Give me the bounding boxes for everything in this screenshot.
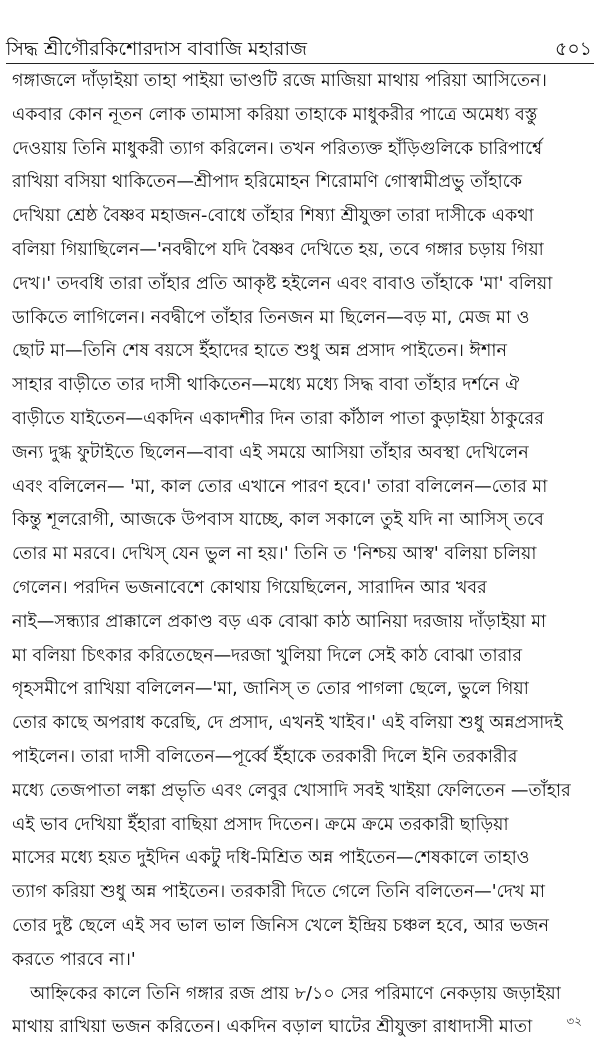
text-line: সাহার বাড়ীতে তার দাসী থাকিতেন—মধ্যে মধ্যে সিদ্ধ বাবা তাঁহার দর্শনে ঐ xyxy=(12,375,520,396)
text-line: গঙ্গাজলে দাঁড়াইয়া তাহা পাইয়া ভাণ্ডটি রজে মাজিয়া মাথায় পরিয়া আসিতেন। xyxy=(12,71,547,91)
text-line: করতে পারবে না।' xyxy=(12,949,136,970)
text-line: নাই—সন্ধ্যার প্রাক্কালে প্রকাণ্ড বড় এক বোঝা কাঠ আনিয়া দরজায় দাঁড়াইয়া মা xyxy=(12,611,547,632)
text-line: মধ্যে তেজপাতা লঙ্কা প্রভৃতি এবং লেবুর খোসাদি সবই খাইয়া ফেলিতেন —তাঁহার xyxy=(12,780,571,801)
text-line: মাসের মধ্যে হয়ত দুইদিন একটু দধি-মিশ্রিত অন্ন পাইতেন—শেষকালে তাহাও xyxy=(12,848,530,869)
text-line: এবং বলিলেন— 'মা, কাল তোর এখানে পারণ হবে।' তারা বলিলেন—তোর মা xyxy=(12,476,548,497)
running-head-title: সিদ্ধ শ্রীগৌরকিশোরদাস বাবাজি মহারাজ xyxy=(6,38,307,60)
body-text xyxy=(12,65,588,1045)
text-line: ত্যাগ করিয়া শুধু অন্ন পাইতেন। তরকারী দিতে গেলে তিনি বলিতেন—'দেখ মা xyxy=(12,882,546,903)
running-header xyxy=(6,34,592,64)
text-line: জন্য দুগ্ধ ফুটাইতে ছিলেন—বাবা এই সময়ে আসিয়া তাঁহার অবস্থা দেখিলেন xyxy=(12,442,529,463)
text-line: পাইলেন। তারা দাসী বলিতেন—পূর্ব্বে ইঁহাকে তরকারী দিলে ইনি তরকারীর xyxy=(12,746,518,767)
header-rule xyxy=(6,63,594,64)
paragraph-first-line: আহ্নিকের কালে তিনি গঙ্গার রজ প্রায় ৮/১০ সের পরিমাণে নেকড়ায় জড়াইয়া xyxy=(30,983,561,1004)
text-line: মাথায় রাখিয়া ভজন করিতেন। একদিন বড়াল ঘাটের শ্রীযুক্তা রাধাদাসী মাতা xyxy=(12,1017,533,1038)
text-line: ছোট মা—তিনি শেষ বয়সে ইঁহাদের হাতে শুধু অন্ন প্রসাদ পাইতেন। ঈশান xyxy=(12,341,507,362)
text-line: গেলেন। পরদিন ভজনাবেশে কোথায় গিয়েছিলেন, সারাদিন আর খবর xyxy=(12,577,487,598)
text-line: একবার কোন নূতন লোক তামাসা করিয়া তাহাকে মাধুকরীর পাত্রে অমেধ্য বস্তু xyxy=(12,104,538,125)
text-line: বাড়ীতে যাইতেন—একদিন একাদশীর দিন তারা কাঁঠাল পাতা কুড়াইয়া ঠাকুরের xyxy=(12,408,544,429)
text-line: দেওয়ায় তিনি মাধুকরী ত্যাগ করিলেন। তখন পরিত্যক্ত হাঁড়িগুলিকে চারিপার্শ্বে xyxy=(12,138,543,159)
text-line: গৃহসমীপে রাখিয়া বলিলেন—'মা, জানিস্ ত তোর পাগলা ছেলে, ভুলে গিয়া xyxy=(12,679,529,700)
text-line: এই ভাব দেখিয়া ইঁহারা বাছিয়া প্রসাদ দিতেন। ক্রমে ক্রমে তরকারী ছাড়িয়া xyxy=(12,814,509,835)
text-line: দেখিয়া শ্রেষ্ঠ বৈষ্ণব মহাজন-বোধে তাঁহার শিষ্যা শ্রীযুক্তা তারা দাসীকে একথা xyxy=(12,206,534,227)
text-line: তোর কাছে অপরাধ করেছি, দে প্রসাদ, এখনই খাইব।' এই বলিয়া শুধু অন্নপ্রসাদই xyxy=(12,713,563,734)
text-line: তোর মা মরবে। দেখিস্ যেন ভুল না হয়।' তিনি ত 'নিশ্চয় আস্ব' বলিয়া চলিয়া xyxy=(12,544,537,565)
text-line: ডাকিতে লাগিলেন। নবদ্বীপে তাঁহার তিনজন মা ছিলেন—বড় মা, মেজ মা ও xyxy=(12,307,530,328)
text-line: বলিয়া গিয়াছিলেন—'নবদ্বীপে যদি বৈষ্ণব দেখিতে হয়, তবে গঙ্গার চড়ায় গিয়া xyxy=(12,239,544,260)
text-line: দেখ।' তদবধি তারা তাঁহার প্রতি আকৃষ্ট হইলেন এবং বাবাও তাঁহাকে 'মা' বলিয়া xyxy=(12,273,553,294)
text-line: তোর দুষ্ট ছেলে এই সব ভাল ভাল জিনিস খেলে ইন্দ্রিয় চঞ্চল হবে, আর ভজন xyxy=(12,915,549,936)
text-line: কিন্তু শূলরোগী, আজকে উপবাস যাচ্ছে, কাল সকালে তুই যদি না আসিস্ তবে xyxy=(12,510,544,531)
text-line: রাখিয়া বসিয়া থাকিতেন—শ্রীপাদ হরিমোহন শিরোমণি গোস্বামীপ্রভু তাঁহাকে xyxy=(12,172,523,193)
page-number: ৫০১ xyxy=(554,38,592,60)
text-line: মা বলিয়া চিৎকার করিতেছেন—দরজা খুলিয়া দিলে সেই কাঠ বোঝা তারার xyxy=(12,645,523,666)
footer-mark: ৩২ xyxy=(566,1014,582,1028)
